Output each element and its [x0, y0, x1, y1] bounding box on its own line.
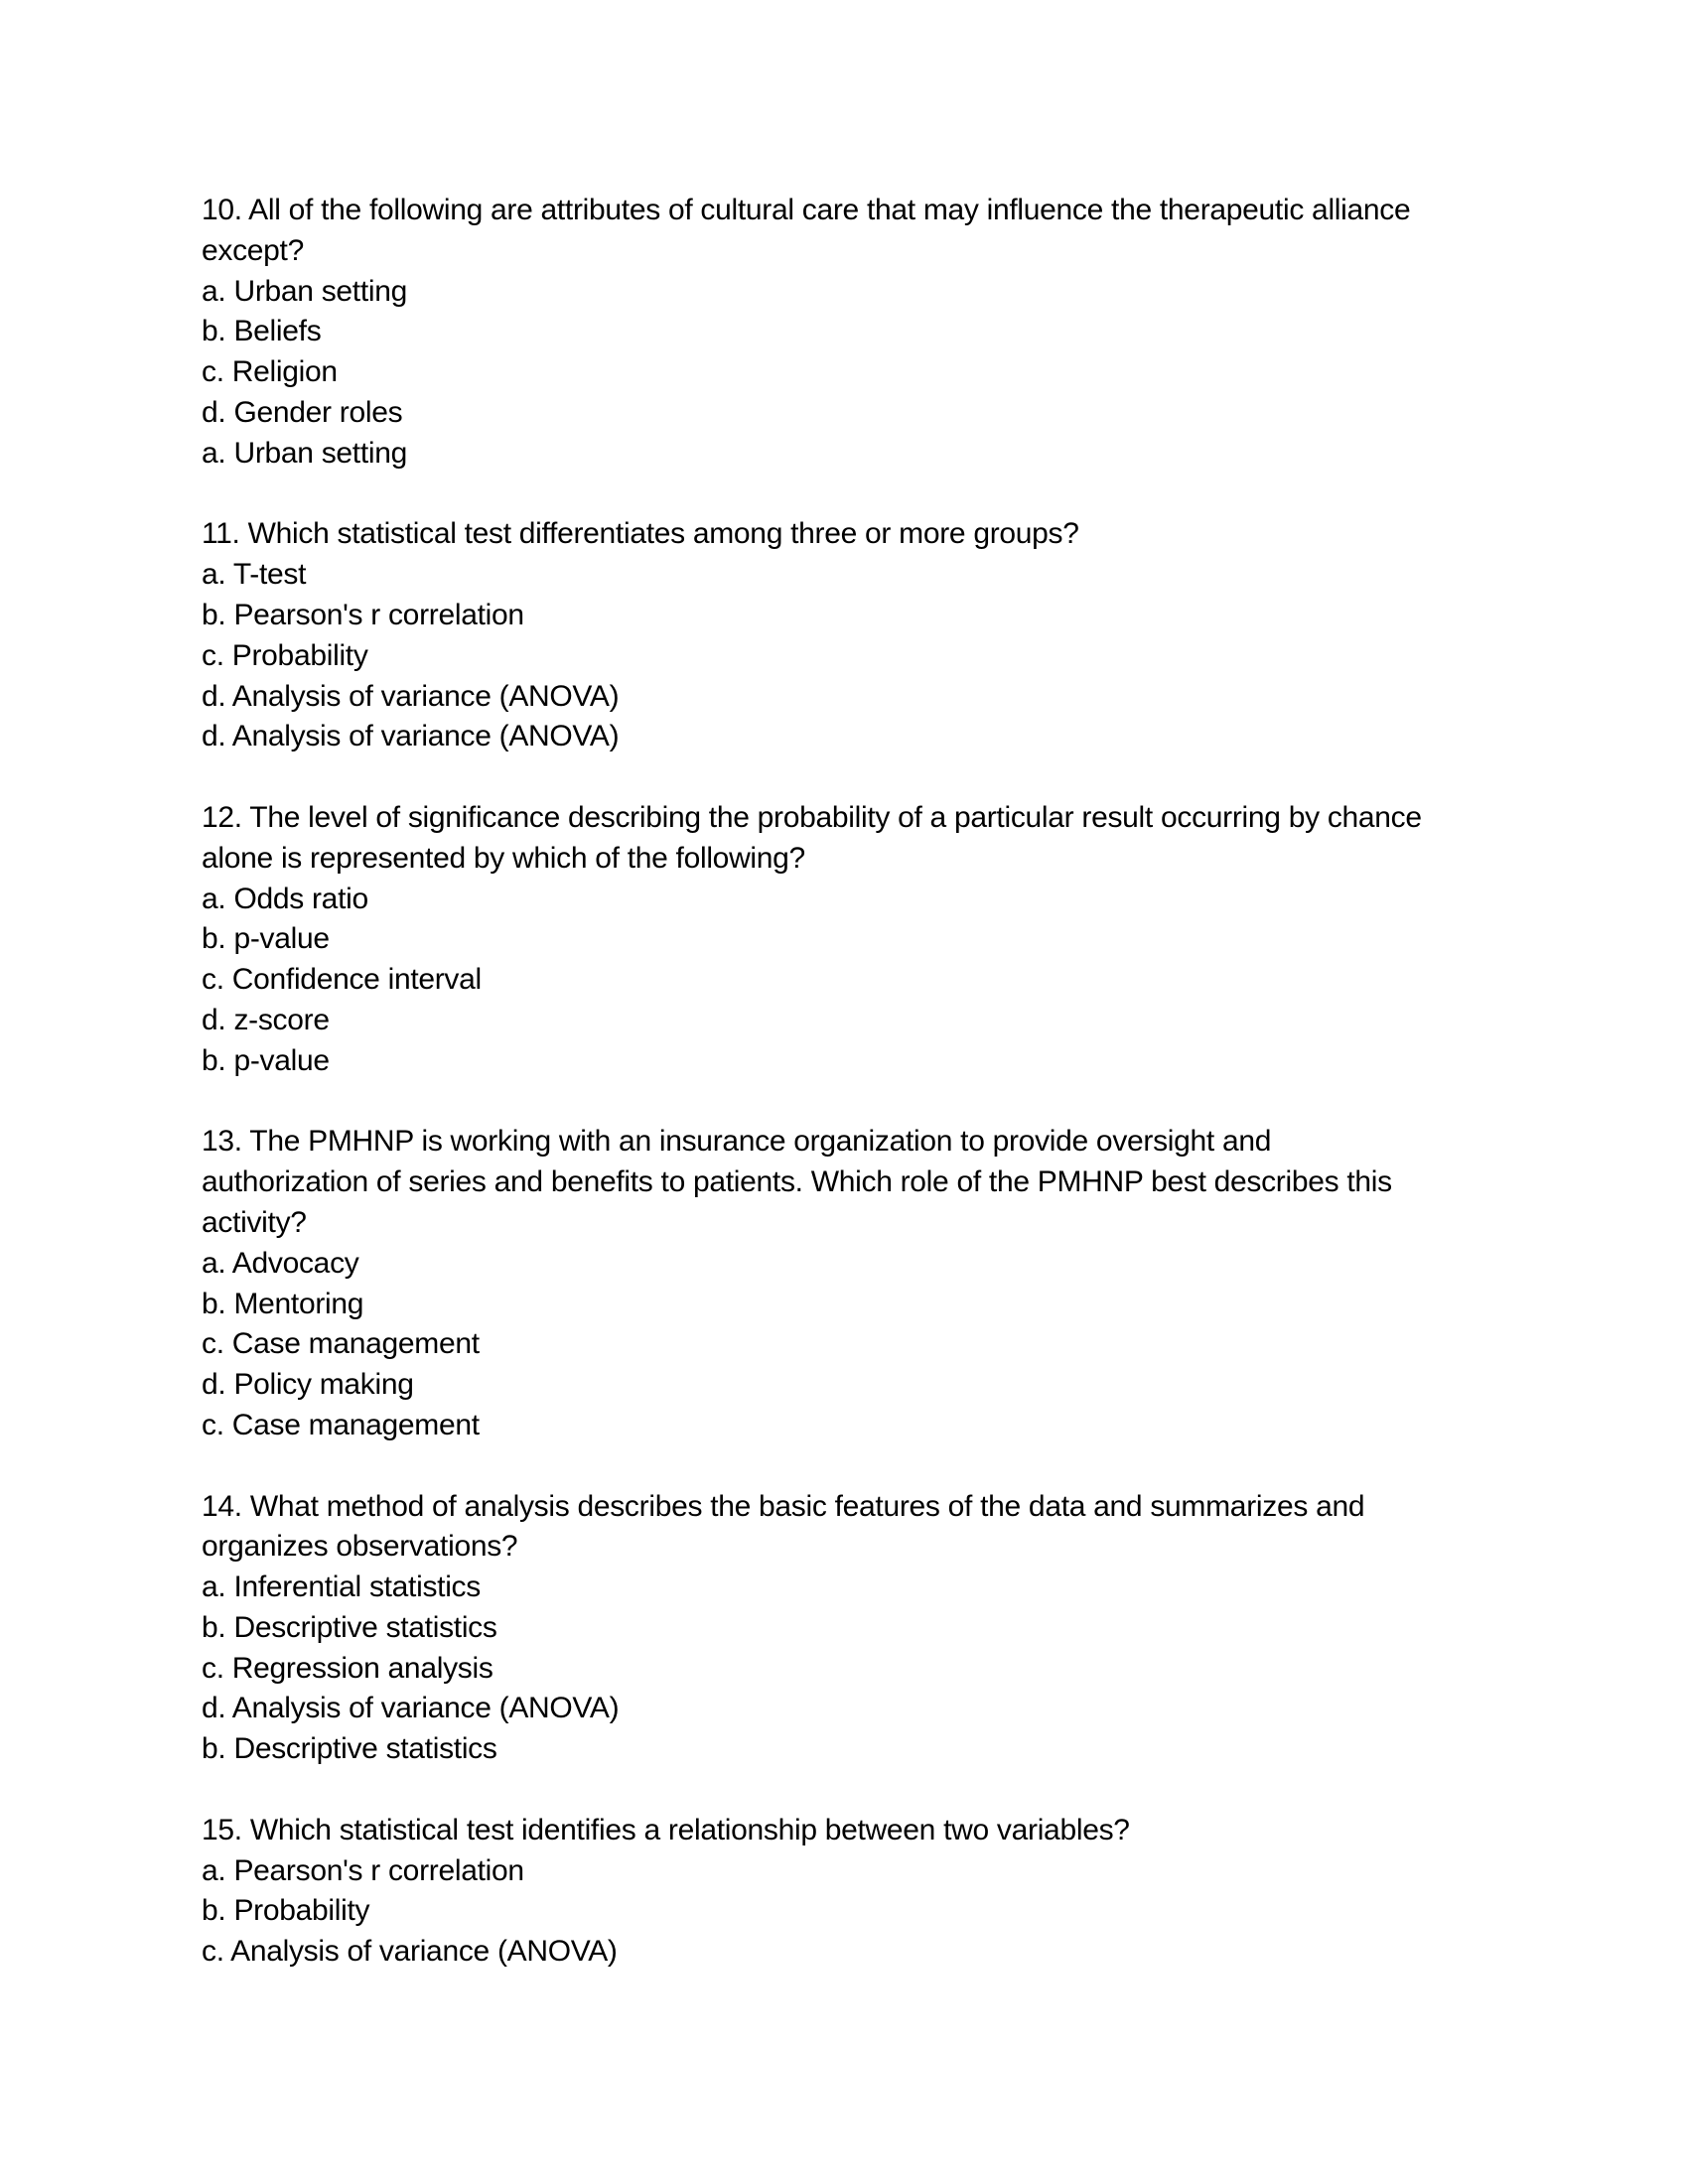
question-block-13	[202, 1122, 1492, 1445]
question-text-line: 15. Which statistical test identifies a relationship between two variables?	[202, 1813, 1130, 1846]
question-text-line: 13. The PMHNP is working with an insurance organization to provide oversight and	[202, 1125, 1272, 1159]
question-text-line: 12. The level of significance describing the probability of a particular result occurring by chance	[202, 800, 1422, 834]
correct-answer: d. Analysis of variance (ANOVA)	[202, 720, 620, 753]
answer-option: b. Probability	[202, 1894, 370, 1928]
answer-option: a. Pearson's r correlation	[202, 1853, 524, 1887]
answer-option: b. p-value	[202, 922, 330, 956]
correct-answer: a. Urban setting	[202, 436, 407, 470]
answer-option: c. Religion	[202, 355, 338, 389]
answer-option: b. Mentoring	[202, 1287, 364, 1320]
question-text-line: authorization of series and benefits to patients. Which role of the PMHNP best describes this	[202, 1165, 1392, 1199]
correct-answer: b. p-value	[202, 1043, 330, 1077]
question-block-12	[202, 798, 1492, 1082]
answer-option: b. Beliefs	[202, 315, 322, 348]
question-text-line: 11. Which statistical test differentiates among three or more groups?	[202, 517, 1079, 551]
question-text-line: 10. All of the following are attributes of cultural care that may influence the therapeutic alliance	[202, 194, 1411, 226]
question-block-15	[202, 1811, 1492, 1973]
answer-option: c. Confidence interval	[202, 963, 482, 997]
question-text-line: except?	[202, 233, 304, 267]
answer-option: c. Regression analysis	[202, 1651, 493, 1685]
answer-option: d. Analysis of variance (ANOVA)	[202, 679, 620, 713]
correct-answer: b. Descriptive statistics	[202, 1732, 497, 1766]
answer-option: b. Descriptive statistics	[202, 1610, 497, 1644]
correct-answer: c. Case management	[202, 1408, 480, 1441]
answer-option: d. z-score	[202, 1003, 330, 1036]
answer-option: c. Case management	[202, 1327, 480, 1361]
answer-option: a. Inferential statistics	[202, 1570, 481, 1604]
question-text-line: organizes observations?	[202, 1530, 518, 1564]
answer-option: c. Probability	[202, 638, 368, 672]
question-block-10	[202, 191, 1492, 475]
answer-option: a. Advocacy	[202, 1246, 359, 1280]
answer-option: d. Analysis of variance (ANOVA)	[202, 1692, 620, 1725]
question-text-line: activity?	[202, 1205, 307, 1239]
answer-option: a. T-test	[202, 558, 307, 592]
answer-option: a. Odds ratio	[202, 882, 368, 915]
question-block-11	[202, 514, 1492, 757]
answer-option: b. Pearson's r correlation	[202, 598, 524, 631]
question-block-14	[202, 1487, 1492, 1771]
answer-option: d. Policy making	[202, 1368, 414, 1402]
document-body-text	[202, 191, 1492, 1973]
answer-option: d. Gender roles	[202, 395, 403, 429]
answer-option: a. Urban setting	[202, 274, 407, 308]
question-text-line: alone is represented by which of the following?	[202, 841, 805, 875]
question-text-line: 14. What method of analysis describes the basic features of the data and summarizes and	[202, 1489, 1365, 1523]
answer-option: c. Analysis of variance (ANOVA)	[202, 1935, 618, 1969]
